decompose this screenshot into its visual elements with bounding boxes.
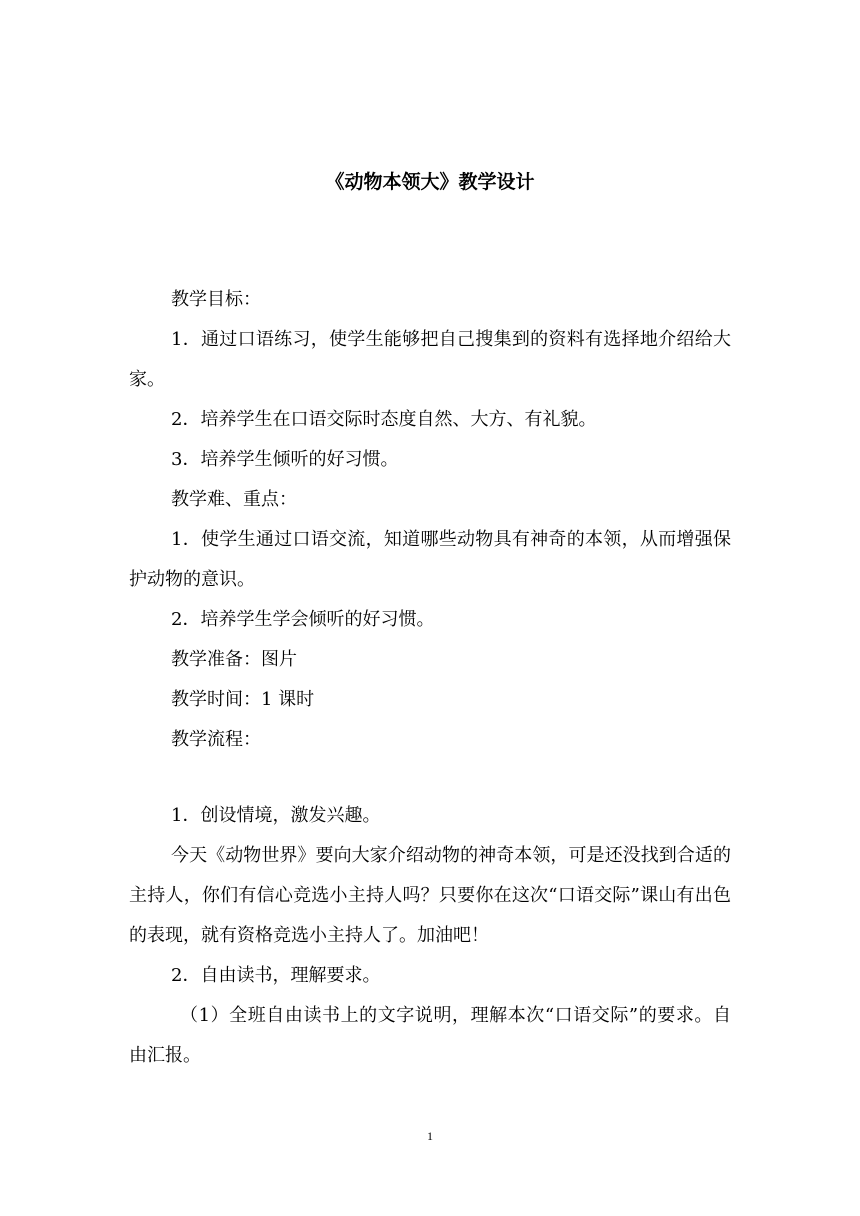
process-step-2: 2．自由读书，理解要求。: [171, 965, 381, 986]
page-number: 1: [427, 1129, 433, 1143]
document-body: [129, 280, 731, 1076]
goals-heading: 教学目标：: [171, 289, 261, 310]
process-step-1-text: 今天《动物世界》要向大家介绍动物的神奇本领，可是还没找到合适的主持人，你们有信心竞选小主持人吗？只要你在这次“口语交际”课山有出色的表现，就有资格竞选小主持人了。加油吧！: [129, 845, 731, 946]
teaching-time-line: 教学时间：1 课时: [171, 689, 315, 710]
key-points-heading: 教学难、重点：: [171, 489, 297, 510]
process-step-1: 1．创设情境，激发兴趣。: [171, 805, 381, 826]
process-heading: 教学流程：: [171, 729, 261, 750]
paragraph-spacer: [129, 760, 731, 796]
goal-item-2: 2．培养学生在口语交际时态度自然、大方、有礼貌。: [171, 409, 597, 430]
key-point-2: 2．培养学生学会倾听的好习惯。: [171, 609, 435, 630]
goal-item-1: 1．通过口语练习，使学生能够把自己搜集到的资料有选择地介绍给大家。: [129, 329, 731, 390]
preparation-line: 教学准备：图片: [171, 649, 297, 670]
goal-item-3: 3．培养学生倾听的好习惯。: [171, 449, 399, 470]
key-point-1: 1．使学生通过口语交流，知道哪些动物具有神奇的本领，从而增强保护动物的意识。: [129, 529, 731, 590]
document-title: 《动物本领大》教学设计: [325, 171, 535, 193]
process-step-2-subitem-1: （1）全班自由读书上的文字说明，理解本次“口语交际”的要求。自由汇报。: [129, 1005, 731, 1066]
